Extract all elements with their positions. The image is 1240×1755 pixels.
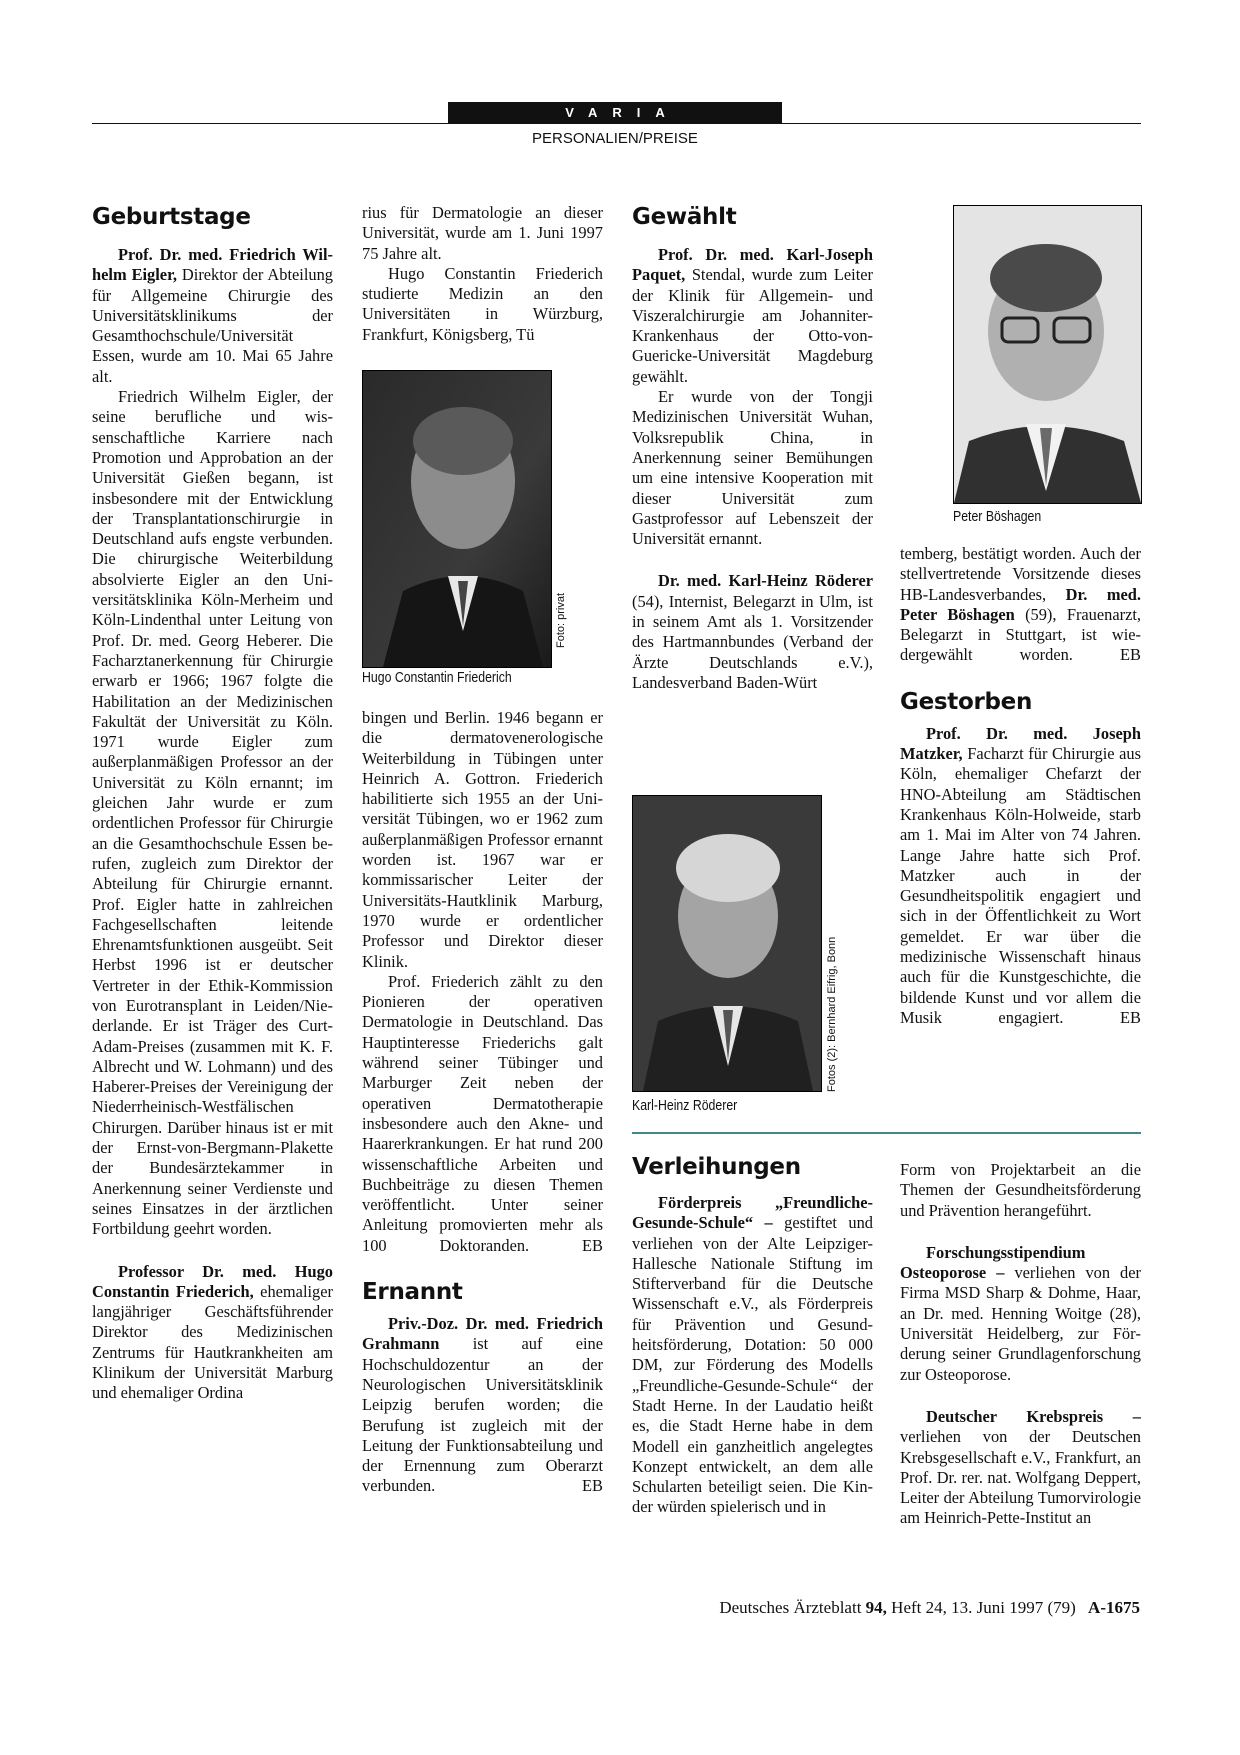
photo-peter-boeshagen — [953, 205, 1142, 504]
portrait-image — [954, 206, 1141, 503]
column-3-top — [632, 203, 873, 693]
footer-page-number: A-1675 — [1088, 1598, 1140, 1617]
paragraph-eigler-career: Friedrich Wilhelm Eigler, der seine berufliche und wissenschaftliche Karriere nach Promotion und Approbation an der Universität Gießen begann, ist insbesondere mit der Entwicklung der Transplantationschirurgie in Deutschland aufs engste verbunden. Die chirurgische Weiterbildung absolvierte Eigler an den Universitätsklinika Köln-Merheim und Köln-Lindenthal unter Leitung von Prof. Dr. med. Georg Heberer. Die Facharztanerkennung für Chirurgie erwarb er 1966; 1967 folgte die Habilitation an der Medizinischen Fakultät der Universität zu Köln. 1971 wurde Eigler zum außerplanmäßigen Professor an der Universität zu Köln ernannt; im gleichen Jahr wurde er zum ordentlichen Professor für Chirurgie an die Gesamthochschule Essen berufen, zugleich zum Direktor der Abteilung für Chirurgie ernannt. Prof. Eigler hatte in zahlreichen Fachgesellschaften leitende Ehrenamtsfunktionen ausgeübt. Seit Herbst 1996 ist er deutscher Vertreter in der Ethik-Kommission von Eurotransplant in Leiden/Niederlande. Er ist Träger des Curt-Adam-Preises (zusammen mit K. F. Albrecht und W. Lohmann) und des Haberer-Preises der Vereinigung der Niederrheinisch-Westfälischen Chirurgen. Darüber hinaus ist er mit der Ernst-von-Bergmann-Plakette der Bundesärztekammer in Anerkennung seiner Verdienste und seines Einsatzes in der ärztlichen Fortbildung geehrt worden. — [92, 387, 333, 1239]
signature-eb: EB — [582, 1235, 603, 1255]
heading-gestorben: Gestorben — [900, 688, 1033, 715]
name-matzker: Prof. Dr. med. Joseph Matzker, — [900, 723, 1141, 764]
signature-eb: EB — [1120, 1007, 1141, 1027]
heading-gewaehlt: Gewählt — [632, 204, 737, 230]
caption-friederich: Hugo Constantin Friederich — [362, 669, 512, 686]
section-divider — [632, 1132, 1141, 1134]
photo-hugo-constantin-friederich — [362, 370, 552, 668]
section-title: VARIA — [565, 105, 680, 120]
name-paquet: Prof. Dr. med. Karl-Joseph Paquet, — [632, 245, 873, 285]
column-4-lower — [900, 1160, 1141, 1529]
section-subtitle: PERSONALIEN/PREISE — [532, 130, 698, 147]
portrait-image — [633, 796, 821, 1091]
paragraph-roederer: Dr. med. Karl-Heinz Röderer (54), Internist, Belegarzt in Ulm, ist in seinem Amt als 1. Vorsitzender des Hartmannbundes (Verband der Ärzte Deutschlands e.V.), Landesverband Baden-Würt — [632, 571, 873, 692]
column-4-upper — [900, 544, 1141, 1028]
section-banner — [448, 102, 782, 123]
paragraph-friederich-research: Prof. Friederich zählt zu den Pionieren der operativen Dermatologie in Deutschland. Das Hauptinteresse Friederichs galt während seiner Tübinger und Marburger Zeit neben der operativen Dermatotherapie insbesondere auch den Akne- und Haarerkrankungen. Er hat rund 200 wissenschaftliche Arbeiten und Buchbeiträge zu diesen Themen veröffentlicht. Unter seiner Anleitung promovierten mehr als 100 Doktoranden. EB — [362, 971, 603, 1255]
paragraph-eigler-intro: Prof. Dr. med. Friedrich Wilhelm Eigler, Direktor der Abteilung für Allgemeine Chirurgie des Universitätsklinikums der Gesamthochschule/Universität Essen, wurde am 10. Mai 65 Jahre alt. — [92, 245, 333, 386]
paragraph-friederich-cont: rius für Dermatologie an dieser Universität, wurde am 1. Juni 1997 75 Jahre alt. — [362, 203, 603, 263]
column-3-lower — [632, 1153, 873, 1518]
caption-boeshagen: Peter Böshagen — [953, 508, 1042, 525]
heading-verleihungen: Verleihungen — [632, 1154, 801, 1180]
name-foerderpreis: Förderpreis „Freundliche-Gesunde-Schule“ – — [632, 1193, 873, 1233]
name-krebspreis: Deutscher Krebspreis – — [926, 1406, 1141, 1426]
paragraph-friederich-career: bingen und Berlin. 1946 begann er die dermatovenerologische Weiterbildung in Tübingen unter Heinrich A. Gottron. Friederich habilitierte sich 1955 an der Universität Tübingen, wo er 1962 zum außerplanmäßigen Professor ernannt worden ist. 1967 war er kommissarischer Leiter der Universitäts-Hautklinik Marburg, 1970 wurde er ordentlicher Professor und Direktor dieser Klinik. — [362, 708, 603, 971]
signature-eb: EB — [1120, 645, 1141, 665]
footer-issue: Heft 24, 13. Juni 1997 (79) — [891, 1598, 1076, 1617]
name-roederer: Dr. med. Karl-Heinz Röderer — [658, 571, 873, 591]
name-friederich: Professor Dr. med. Hugo Constantin Friederich, — [92, 1261, 333, 1301]
caption-roederer: Karl-Heinz Röderer — [632, 1097, 738, 1114]
name-eigler: Prof. Dr. med. Friedrich Wilhelm Eigler, — [92, 245, 333, 285]
footer-volume: 94, — [865, 1598, 887, 1617]
paragraph-foerderpreis: Förderpreis „Freundliche-Gesunde-Schule“ – gestiftet und verliehen von der Alte Leipziger-Hallesche Nationale Stiftung im Stifterverband für die Deutsche Wissenschaft e.V., als Förderpreis für Prävention und Gesundheitsförderung, Dotation: 50 000 DM, zur Förderung des Modells „Freundliche-Gesunde-Schule“ der Stadt Herne. In der Laudatio heißt es, die Stadt Herne habe in dem Modell ein ganzheitlich angelegtes Konzept entwickelt, an dem alle Schularten beteiligt seien. Die Kinder würden spielerisch und in — [632, 1193, 873, 1517]
paragraph-foerderpreis-cont: Form von Projektarbeit an die Themen der Gesundheitsförderung und Prävention herangeführt. — [900, 1160, 1141, 1220]
column-1 — [92, 203, 333, 1404]
paragraph-boeshagen: temberg, bestätigt worden. Auch der stellvertretende Vorsitzende dieses HB-Landesverbandes, Dr. med. Peter Böshagen (59), Frauenarzt, Belegarzt in Stuttgart, ist wiedergewählt worden. EB — [900, 544, 1142, 665]
page-footer — [630, 1598, 1140, 1618]
portrait-image — [363, 371, 551, 667]
paragraph-osteoporose: Forschungsstipendium Osteoporose – verliehen von der Firma MSD Sharp & Dohme, Haar, an Dr. med. Henning Woitge (28), Universität Heidelberg, zur Förderung seiner Grundlagenforschung zur Osteoporose. — [900, 1242, 1141, 1384]
photo-credit-eifrig: Fotos (2): Bernhard Eifrig, Bonn — [826, 936, 838, 1092]
paragraph-matzker: Prof. Dr. med. Joseph Matzker, Facharzt für Chirurgie aus Köln, ehemaliger Chefarzt der HNO-Abteilung am Städtischen Krankenhaus Köln-Holweide, starb am 1. Mai im Alter von 74 Jahren. Lange Jahre hatte sich Prof. Matzker auch in der Gesundheitspolitik engagiert und sich in der Öffentlichkeit zu Wort gemeldet. Er war über die medizinische Wissenschaft hinaus auch für die Kunstgeschichte, die bildende Kunst und vor allem die Musik engagiert. EB — [900, 723, 1141, 1027]
signature-eb: EB — [582, 1476, 603, 1496]
name-boeshagen: Dr. med. Peter Böshagen — [900, 584, 1141, 624]
photo-credit-privat: Foto: privat — [555, 592, 567, 648]
paragraph-paquet-tongji: Er wurde von der Tongji Medizinischen Universität Wuhan, Volksrepublik China, in Anerkennung seiner Bemühungen um eine intensive Kooperation mit dieser Universität zum Gastprofessor auf Lebenszeit der Universität ernannt. — [632, 387, 873, 549]
paragraph-friederich-studies: Hugo Constantin Friederich studierte Medizin an den Universitäten in Würzburg, Frankfurt, Königsberg, Tü — [362, 263, 603, 344]
header-rule — [92, 123, 1141, 124]
footer-journal: Deutsches Ärzteblatt — [719, 1598, 862, 1617]
paragraph-paquet: Prof. Dr. med. Karl-Joseph Paquet, Stendal, wurde zum Leiter der Klinik für Allgemein- und Viszeralchirurgie am Johanniter-Krankenhaus der Otto-von-Guericke-Universität Magdeburg gewählt. — [632, 245, 873, 386]
photo-karl-heinz-roederer — [632, 795, 822, 1092]
paragraph-grahmann: Priv.-Doz. Dr. med. Friedrich Grahmann ist auf eine Hochschuldozentur an der Neurologischen Universitätsklinik Leipzig berufen worden; die Berufung ist zugleich mit der Leitung der Funktionsabteilung und der Ernennung zum Oberarzt verbunden. EB — [362, 1314, 603, 1496]
heading-geburtstage: Geburtstage — [92, 204, 251, 230]
column-2-middle — [362, 708, 603, 1497]
paragraph-friederich-intro: Professor Dr. med. Hugo Constantin Friederich, ehemaliger langjähriger Geschäftsführender Direktor des Medizinischen Zentrums für Hautkrankheiten am Klinikum der Universität Marburg und ehemaliger Ordina — [92, 1261, 333, 1403]
name-osteoporose: Forschungsstipendium Osteoporose – — [900, 1242, 1086, 1283]
paragraph-krebspreis: Deutscher Krebspreis – verliehen von der Deutschen Krebsgesellschaft e.V., Frankfurt, an Prof. Dr. rer. nat. Wolfgang Deppert, Leiter der Abteilung Tumorvirologie am Heinrich-Pette-Institut an — [900, 1406, 1141, 1528]
name-grahmann: Priv.-Doz. Dr. med. Friedrich Grahmann — [362, 1314, 603, 1354]
heading-ernannt: Ernannt — [362, 1279, 463, 1306]
column-2-top — [362, 203, 603, 345]
